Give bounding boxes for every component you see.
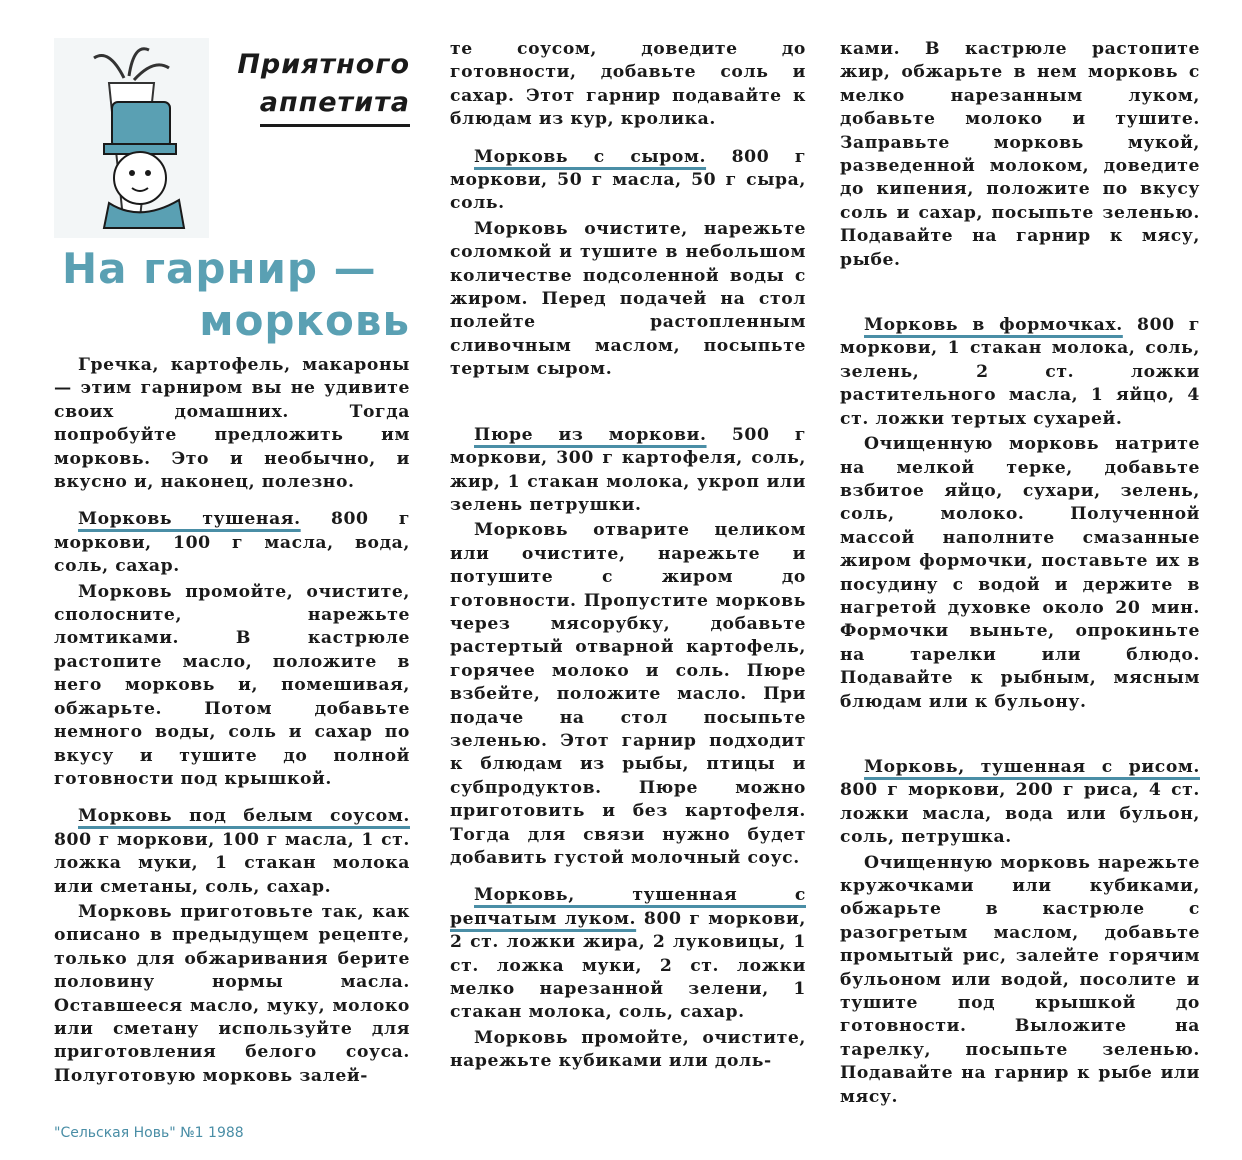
carrot-snowman-illustration [54,38,209,238]
headline-line-1: На гарнир — [62,244,377,293]
recipe-method: Очищенную морковь натрите на мелкой терке, добавьте взбитое яйцо, сухари, зелень, соль, молоко. Полученной массой наполните смазанные жиром формочки, поставьте их в посудину с водой и держите в нагретой духовке около 20 мин. Формочки выньте, опрокиньте на тарелки или блюдо. Подавайте к рыбным, мясным блюдам или к бульону. [840,434,1200,712]
recipe-method-continued: ками. В кастрюле растопите жир, обжарьте в нем морковь с мелко нарезанным луком, добавьте молоко и тушите. Заправьте морковь мукой, разведенной молоком, доведите до кипения, положите по вкусу соль и сахар, посыпьте зеленью. Подавайте на гарнир к мясу, рыбе. [840,39,1200,270]
source-caption: "Сельская Новь" №1 1988 [54,1125,244,1141]
recipe-title: Морковь с сыром. [474,146,707,167]
recipe-method: Морковь приготовьте так, как описано в предыдущем рецепте, только для обжаривания берите половину нормы масла. Оставшееся масло, муку, молоко или сметану используйте для приготовления белого соуса. Полуготовую морковь залей- [54,901,410,1086]
intro-paragraph: Гречка, картофель, макароны — этим гарниром вы не удивите своих домашних. Тогда попробуйте предложить им морковь. Это и необычно, и вкусно и, наконец, полезно. [54,355,410,493]
recipe-method: Морковь промойте, очистите, сполосните, нарежьте ломтиками. В кастрюле растопите масло, положите в него морковь и, помешивая, обжарьте. Потом добавьте немного воды, соль и сахар по вкусу и тушите до полной готовности под крышкой. [54,581,410,789]
recipe-title: Пюре из моркови. [474,424,707,445]
recipe-ingredients: 800 г моркови, 100 г масла, вода, соль, сахар. [54,509,410,577]
rubric-line-2: аппетита [260,84,410,127]
article-header [54,38,410,354]
recipe-method: Морковь очистите, нарежьте соломкой и тушите в небольшом количестве подсоленной воды с жиром. Перед подачей на стол полейте растопленным сливочным маслом, посыпьте тертым сыром. [450,218,806,380]
headline-line-2: морковь [199,296,410,345]
recipe-title: Морковь в формочках. [864,315,1123,336]
recipe-ingredients: 800 г моркови, 50 г масла, 50 г сыра, соль. [450,146,806,214]
recipe-rice-ingredients [840,756,1200,850]
rubric-title [237,46,410,127]
recipe-method-continued: те соусом, доведите до готовности, добавьте соль и сахар. Этот гарнир подавайте к блюдам из кур, кролика. [450,39,806,130]
recipe-title: Морковь тушеная. [78,509,301,530]
column-3 [840,38,1200,1109]
recipe-ingredients: 800 г моркови, 2 ст. ложки жира, 2 луковицы, 1 ст. ложка муки, 2 ст. ложки мелко нарезанной зелени, 1 стакан молока, соль, сахар. [450,908,806,1023]
recipe-method: Морковь отварите целиком или очистите, нарежьте и потушите с жиром до готовности. Пропустите морковь через мясорубку, добавьте растертый отварной картофель, горячее молоко и соль. Пюре взбейте, положите масло. При подаче на стол посыпьте зеленью. Этот гарнир подходит к блюдам из рыбы, птицы и субпродуктов. Пюре можно приготовить и без картофеля. Тогда для связи нужно будет добавить густой молочный соус. [450,520,806,868]
recipe-ingredients: 800 г моркови, 100 г масла, 1 ст. ложка муки, 1 стакан молока или сметаны, соль, сахар. [54,829,410,897]
recipe-title: Морковь, тушенная с репчатым луком. [450,885,806,929]
article-headline [62,243,410,347]
recipe-title: Морковь, тушенная с рисом. [864,756,1200,777]
rubric-line-1: Приятного [237,49,410,80]
recipe-white-sauce-ingredients [54,805,410,899]
recipe-method: Морковь промойте, очистите, нарежьте кубиками или доль- [450,1027,806,1072]
column-2 [450,38,806,1074]
recipe-cheese-ingredients [450,146,806,216]
recipe-stewed-ingredients [54,508,410,578]
recipe-onion-ingredients [450,884,806,1024]
recipe-method: Очищенную морковь нарежьте кружочками или кубиками, обжарьте в кастрюле с разогретым маслом, добавьте промытый рис, залейте горячим бульоном или водой, посолите и тушите под крышкой до готовности. Выложите на тарелку, посыпьте зеленью. Подавайте на гарнир к рыбе или мясу. [840,852,1200,1107]
recipe-molds-ingredients [840,314,1200,431]
recipe-puree-ingredients [450,424,806,518]
recipe-ingredients: 800 г моркови, 200 г риса, 4 ст. ложки масла, вода или бульон, соль, петрушка. [840,780,1200,848]
recipe-ingredients: 800 г моркови, 1 стакан молока, соль, зелень, 2 ст. ложки растительного масла, 1 яйцо, 4 ст. ложки тертых сухарей. [840,315,1200,429]
recipe-ingredients: 500 г моркови, 300 г картофеля, соль, жир, 1 стакан молока, укроп или зелень петрушки. [450,424,806,515]
column-1 [54,38,410,1088]
recipe-title: Морковь под белым соусом. [78,806,410,827]
